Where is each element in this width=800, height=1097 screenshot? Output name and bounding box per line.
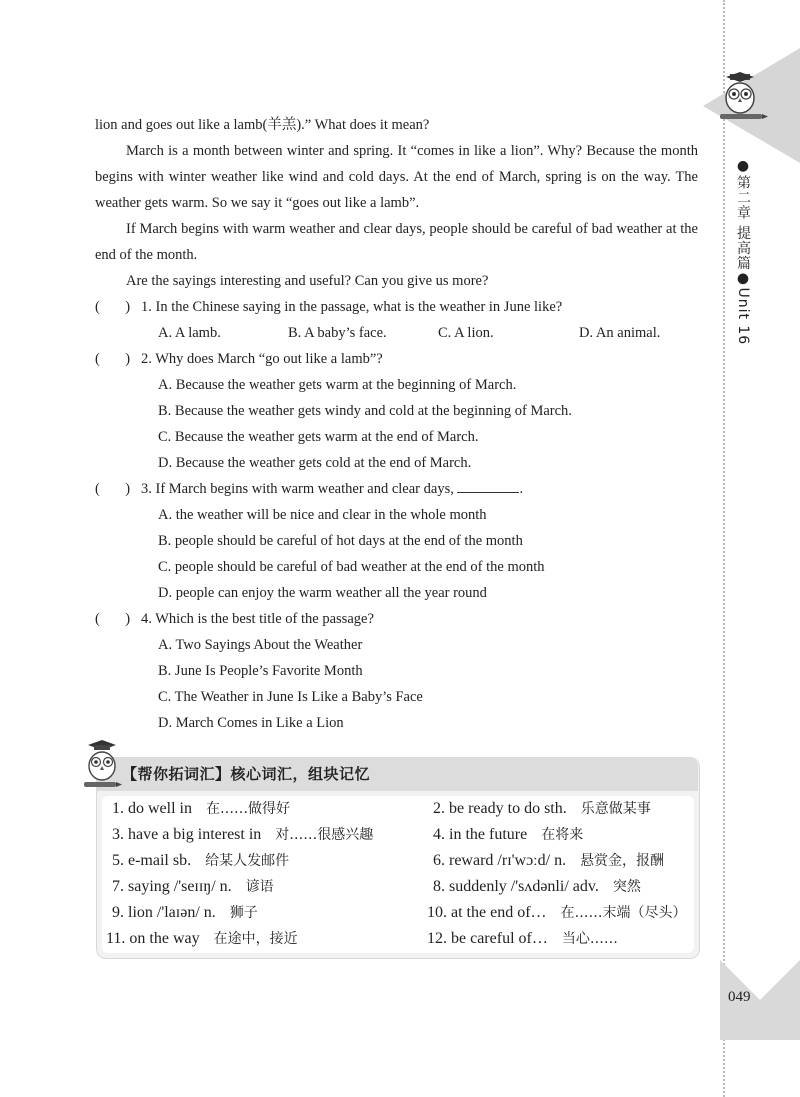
vocab-zh: 突然 (612, 879, 641, 895)
vocab-item (106, 926, 298, 952)
vocab-zh: 谚语 (245, 879, 274, 895)
page-number: 049 (728, 989, 751, 1005)
vocab-zh: 在途中，接近 (213, 931, 298, 947)
option[interactable]: B. Because the weather gets windy and cold at the beginning of March. (158, 403, 572, 419)
owl-mascot-icon (718, 72, 768, 132)
option[interactable]: C. A lion. (438, 325, 494, 341)
option[interactable]: A. A lamb. (158, 325, 221, 341)
vocab-zh: 狮子 (229, 905, 258, 921)
vocab-item (427, 900, 687, 926)
vocab-item (112, 822, 373, 848)
vocab-item (427, 926, 618, 952)
vocab-en: 5. e-mail sb. (112, 852, 192, 869)
question-3 (95, 476, 698, 502)
fill-blank[interactable] (457, 477, 519, 493)
vocab-item (433, 796, 651, 822)
question-stem: 2. Why does March “go out like a lamb”? (141, 351, 383, 367)
vocab-zh: 在……做得好 (206, 801, 290, 817)
vocab-en: 2. be ready to do sth. (433, 800, 567, 817)
vocab-item (433, 822, 583, 848)
option[interactable]: D. Because the weather gets cold at the end of March. (158, 455, 472, 471)
vocab-en: 1. do well in (112, 800, 192, 817)
option[interactable]: D. March Comes in Like a Lion (158, 715, 344, 731)
question-4 (95, 606, 698, 632)
option-row (95, 320, 698, 346)
passage-paragraph: If March begins with warm weather and clear days, people should be careful of bad weather at the end of the month. (95, 221, 698, 263)
option[interactable]: B. June Is People’s Favorite Month (158, 663, 363, 679)
vocab-zh: 给某人发邮件 (205, 853, 290, 869)
option[interactable]: A. Two Sayings About the Weather (158, 637, 363, 653)
question-list (95, 294, 698, 736)
passage-paragraph: Are the sayings interesting and useful? Can you give us more? (126, 273, 489, 289)
option[interactable]: C. The Weather in June Is Like a Baby’s Face (158, 689, 423, 705)
question-stem: 1. In the Chinese saying in the passage, what is the weather in June like? (141, 299, 563, 315)
option[interactable]: C. Because the weather gets warm at the end of March. (158, 429, 479, 445)
answer-blank[interactable]: ( ) (95, 299, 131, 315)
vocab-zh: 当心…… (561, 931, 618, 947)
option[interactable]: C. people should be careful of bad weather at the end of the month (158, 559, 545, 575)
reading-passage (95, 112, 698, 294)
question-2 (95, 346, 698, 372)
option[interactable]: A. Because the weather gets warm at the beginning of March. (158, 377, 517, 393)
option[interactable]: B. A baby’s face. (288, 325, 387, 341)
question-stem-end: . (519, 481, 524, 497)
vocab-item (112, 874, 274, 900)
option[interactable]: D. people can enjoy the warm weather all the year round (158, 585, 487, 601)
passage-paragraph: March is a month between winter and spring. It “comes in like a lion”. Why? Because the month begins with winter weather like wind and cold days. At the end of March, spring is on the way. The weather gets warm. So we say it “goes out like a lamb”. (95, 143, 698, 211)
vocab-item (433, 874, 641, 900)
answer-blank[interactable]: ( ) (95, 351, 131, 367)
vocab-en: 9. lion /'laɪən/ n. (112, 904, 216, 921)
passage-line: lion and goes out like a lamb(羊羔).” What does it mean? (95, 117, 430, 133)
vocab-zh: 悬赏金，报酬 (580, 853, 665, 869)
question-stem (141, 476, 523, 502)
option[interactable]: A. the weather will be nice and clear in the whole month (158, 507, 487, 523)
question-stem: 4. Which is the best title of the passage? (141, 611, 374, 627)
answer-blank[interactable]: ( ) (95, 481, 131, 497)
vocab-item (112, 900, 258, 926)
option[interactable]: D. An animal. (579, 325, 661, 341)
vocab-en: 11. on the way (106, 930, 200, 947)
vocab-zh: 乐意做某事 (580, 801, 651, 817)
vocab-item (112, 796, 290, 822)
answer-blank[interactable]: ( ) (95, 611, 131, 627)
vocab-en: 4. in the future (433, 826, 528, 843)
vocab-en: 6. reward /rɪ'wɔːd/ n. (433, 852, 567, 869)
vocab-zh: 对……很感兴趣 (275, 827, 374, 843)
chapter-side-label: ●第二章 提高篇●Unit 16 (735, 158, 751, 346)
vocab-en: 10. at the end of… (427, 904, 547, 921)
vocab-zh: 在将来 (541, 827, 584, 843)
option[interactable]: B. people should be careful of hot days at the end of the month (158, 533, 523, 549)
vocab-box-title: 【帮你拓词汇】核心词汇，组块记忆 (122, 765, 371, 783)
page-edge-dotted-line (723, 0, 725, 1097)
question-1 (95, 294, 698, 320)
question-stem-text: 3. If March begins with warm weather and clear days, (141, 481, 454, 497)
vocab-en: 3. have a big interest in (112, 826, 262, 843)
vocab-item (112, 848, 289, 874)
vocab-item (433, 848, 664, 874)
vocab-en: 12. be careful of… (427, 930, 548, 947)
vocab-en: 8. suddenly /'sʌdənli/ adv. (433, 878, 599, 895)
vocab-zh: 在……末端（尽头） (560, 905, 687, 921)
vocab-en: 7. saying /'seɪɪŋ/ n. (112, 878, 232, 895)
owl-mascot-icon (82, 740, 122, 792)
